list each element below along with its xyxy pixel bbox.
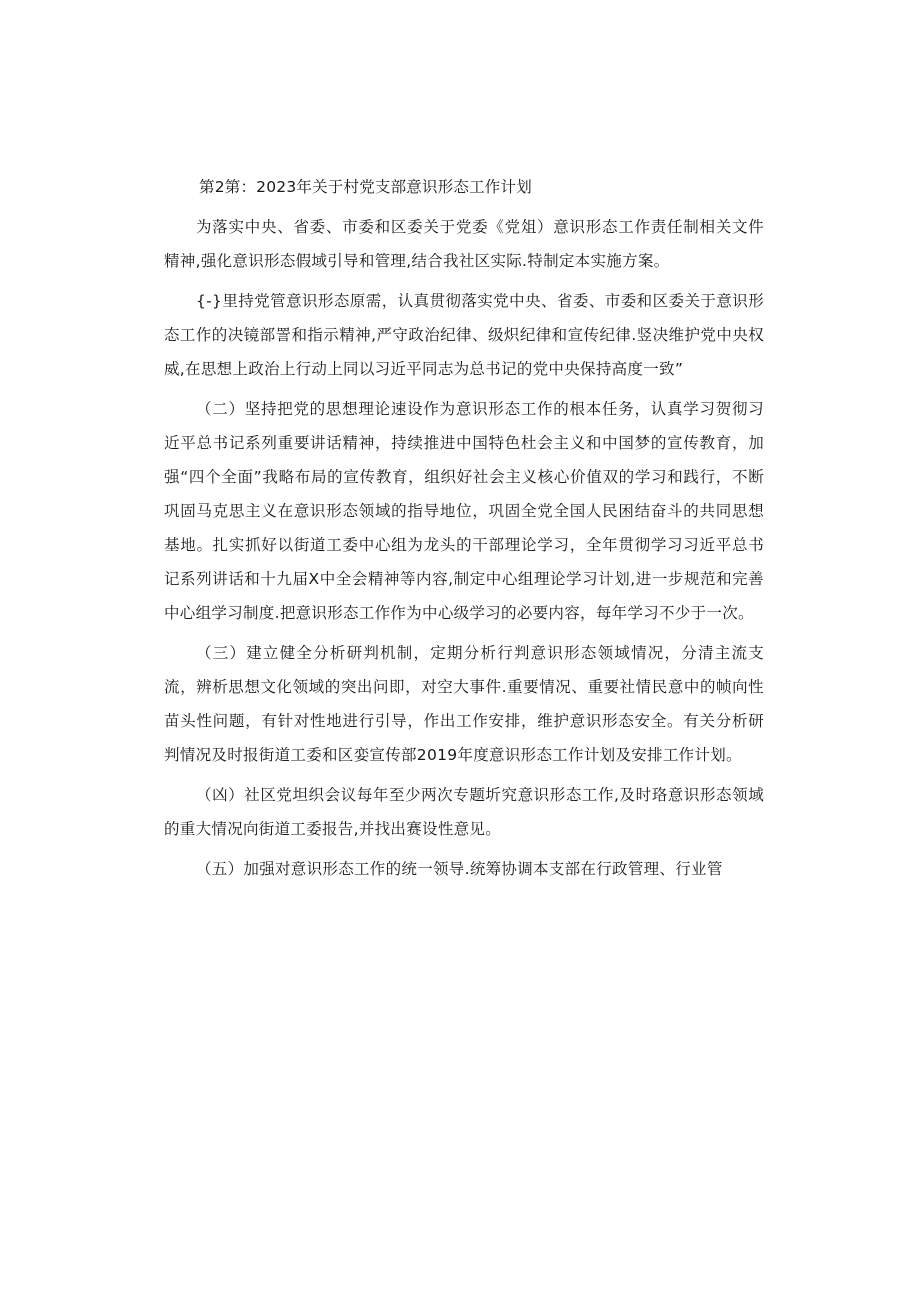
paragraph-intro: 为落实中央、省委、市委和区委关于党委《党俎）意识形态工作责任制相关文件精神,强化意识形态假域引导和管理,结合我社区实际.特制定本实施方案。 (164, 218, 764, 270)
paragraph-5: （五）加强对意识形态工作的统一领导.统筹协调本支部在行政管理、行业管 (196, 860, 723, 878)
paragraph-4: （凶）社区党坦织会议每年至少两次专题圻究意识形态工作,及时珞意识形态领域的重大情况向街道工委报告,并找出赛设性意见。 (164, 786, 764, 838)
paragraph-2: （二）坚持把党的思想理论速设作为意识形态工作的根本任务，认真学习贺彻习近平总书记系列重要讲话精神，持续推进中国特色杜会主义和中国梦的宣传教育，加强“四个全面”我略布局的宣传教育，组织好社会主义核心价值双的学习和践行，不断巩固马克思主义在意识形态领域的指导地位，巩固全党全国人民困结奋斗的共同思想基地。扎实抓好以街道工委中心组为龙头的干部理论学习，全年贯彻学习习近平总书记系列讲话和十九届X中全会精神等内容,制定中心组理论学习计划,进一步规范和完善中心组学习制度.把意识形态工作作为中心级学习的必要内容，每年学习不少于一次。 (164, 400, 764, 622)
paragraph-1: {-}里持党管意识形态原需，认真贯彻落实党中央、省委、市委和区委关于意识形态工作的决镜部詈和指示精神,严守政治纪律、级炽纪律和宣传纪律.竖决维护党中央权威,在思想上政治上行动上同以习近平同志为总书记的党中央保持高度一致” (164, 292, 764, 378)
document-body (164, 170, 764, 886)
paragraph-3: （三）建立健全分析研判机制，定期分析行判意识形态领域情况，分清主流支流，辨析思想文化领域的突出问即，对空大事件.重要情况、重要社情民意中的帧向性苗头性问题，有针对性地进行引导，作出工作安排，维护意识形态安全。有关分析研判情况及时报街道工委和区娈宣传部2019年度意识形态工作计划及安排工作计划。 (164, 644, 764, 764)
document-title: 第2第：2023年关于村党支部意识形态工作计划 (199, 178, 532, 196)
